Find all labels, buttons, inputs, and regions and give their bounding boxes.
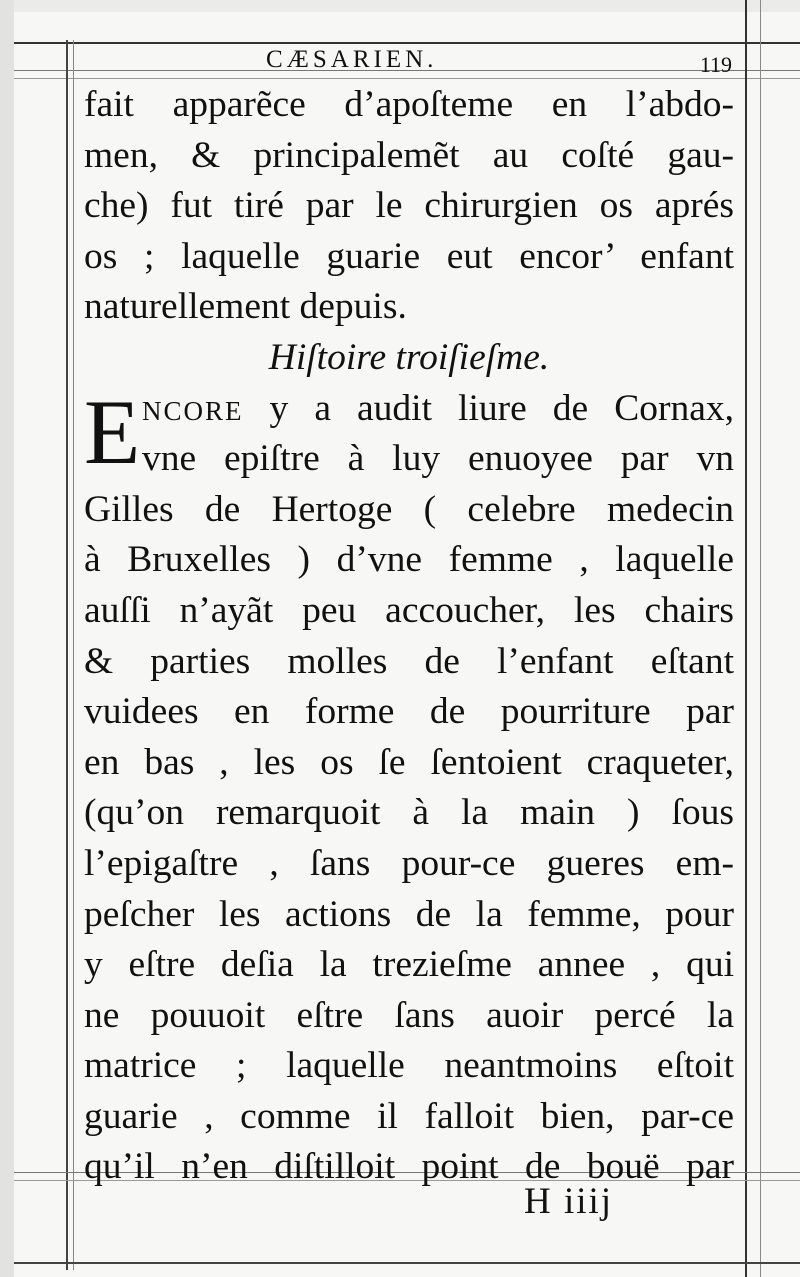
- text-line: auſſi n’ayãt peu accoucher, les chairs: [84, 589, 734, 631]
- text-line: (qu’on remarquoit à la main ) ſous: [84, 792, 734, 834]
- text-line: Gilles de Hertoge ( celebre medecin: [84, 488, 734, 530]
- second-line: vne epiſtre à luy enuoyee par vn: [142, 438, 734, 480]
- text-line: en bas , les os ſe ſentoient craqueter,: [84, 741, 734, 783]
- text-line: che) fut tiré par le chirurgien os aprés: [84, 185, 734, 227]
- text-line: matrice ; laquelle neantmoins eſtoit: [84, 1045, 734, 1087]
- frame-rule: [14, 1262, 800, 1264]
- text-line: & parties molles de l’enfant eſtant: [84, 640, 734, 682]
- frame-rule: [66, 40, 68, 1270]
- text-line: qu’il n’en diſtilloit point de bouë par: [84, 1146, 734, 1188]
- section-heading: Hiſtoire troiſieſme.: [268, 336, 550, 378]
- page-header: [80, 44, 740, 76]
- first-line-text: y a audit liure de Cornax,: [243, 387, 734, 429]
- text-block: [84, 80, 734, 1193]
- page-number: 119: [699, 52, 732, 77]
- running-title: CÆSARIEN.: [266, 46, 438, 73]
- frame-rule: [760, 0, 761, 1277]
- page-edge-top: [0, 0, 800, 12]
- frame-rule: [745, 0, 747, 1277]
- text-line: men, & principalemẽt au coſté gau-: [84, 134, 734, 176]
- text-line: l’epigaſtre , ſans pour-ce gueres em-: [84, 842, 734, 884]
- text-line: peſcher les actions de la femme, pour: [84, 893, 734, 935]
- text-line: ne pouuoit eſtre ſans auoir percé la: [84, 994, 734, 1036]
- text-line: à Bruxelles ) d’vne femme , laquelle: [84, 539, 734, 581]
- text-line: naturellement depuis.: [84, 286, 407, 328]
- frame-rule: [14, 78, 800, 79]
- text-line: os ; laquelle guarie eut encor’ enfant: [84, 235, 734, 277]
- drop-cap: E: [84, 380, 141, 483]
- text-line: vuidees en forme de pourriture par: [84, 691, 734, 733]
- signature-mark: H iiij: [524, 1181, 614, 1222]
- text-line: fait apparẽce d’apoſteme en l’abdo-: [84, 84, 734, 125]
- first-word-smallcaps: NCORE: [142, 395, 244, 426]
- text-line: y eſtre deſia la trezieſme annee , qui: [84, 944, 734, 986]
- text-line: guarie , comme il falloit bien, par-ce: [84, 1095, 734, 1137]
- page-edge-left: [0, 0, 14, 1277]
- frame-rule: [73, 40, 74, 1270]
